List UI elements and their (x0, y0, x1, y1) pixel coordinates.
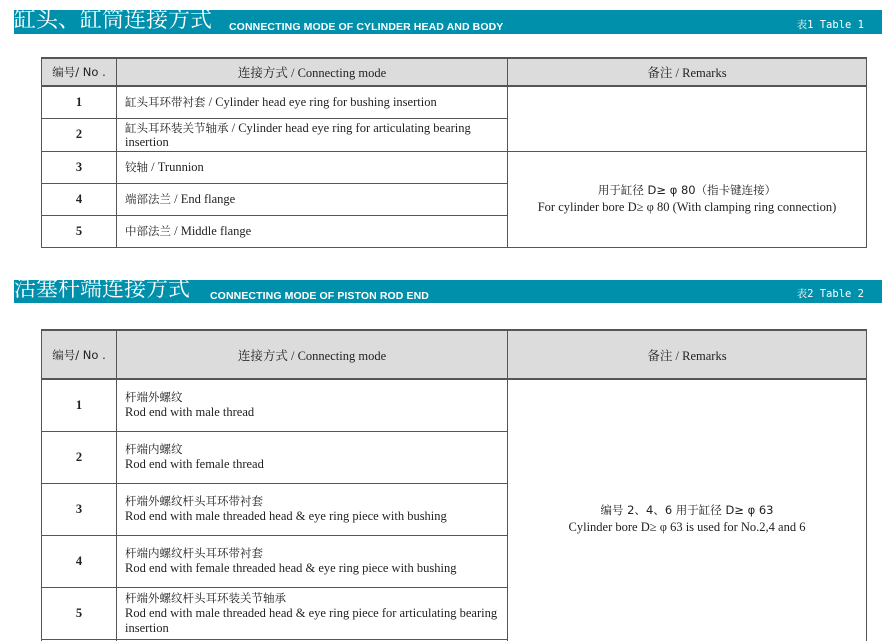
mode-cn: 杆端内螺纹 (125, 442, 183, 456)
row-no: 3 (42, 483, 117, 535)
row-no: 2 (42, 118, 117, 151)
mode-cn: 杆端外螺纹杆头耳环装关节轴承 (125, 590, 286, 605)
row-no: 3 (42, 151, 117, 183)
table-row (42, 151, 867, 183)
row-mode (117, 431, 508, 483)
header-remarks-label: 备注 / Remarks (647, 348, 727, 363)
table-piston-rod-end (41, 329, 867, 641)
table-header-row (42, 330, 867, 379)
row-mode (117, 86, 508, 118)
section2-title-cn: 活塞杆端连接方式 (14, 277, 191, 302)
remark-cell-empty (508, 86, 867, 151)
section2-table-tag: 表2 Table 2 (796, 288, 864, 300)
mode-cn: 中部法兰 (125, 224, 171, 238)
row-mode (117, 587, 508, 639)
remark-cell-bore-80 (508, 151, 867, 247)
mode-en: / Cylinder head eye ring for articulating bearing insertion (125, 120, 471, 149)
remark-en: Cylinder bore D≥ φ 63 is used for No.2,4 and 6 (568, 520, 806, 535)
table-header-row (42, 58, 867, 86)
mode-en: / End flange (171, 192, 236, 206)
header-remarks-label: 备注 / Remarks (647, 66, 727, 80)
header-mode (117, 58, 508, 86)
row-mode (117, 215, 508, 247)
mode-en: Rod end with female thread (125, 457, 264, 471)
table-row (42, 379, 867, 431)
row-mode (117, 118, 508, 151)
header-mode-label: 连接方式 / Connecting mode (237, 66, 387, 80)
row-no: 2 (42, 431, 117, 483)
section2-banner (14, 277, 882, 303)
mode-cn: 杆端外螺纹 (125, 390, 183, 405)
table-cylinder-head-body (41, 57, 867, 248)
remark-cell-bore-63 (508, 379, 867, 641)
mode-en: / Middle flange (171, 224, 252, 238)
row-no: 5 (42, 215, 117, 247)
header-no-label: 编号/ No . (52, 65, 106, 79)
row-no: 5 (42, 587, 117, 639)
header-no-label: 编号/ No . (52, 347, 106, 362)
mode-en: Rod end with male threaded head & eye ring piece for articulating bearing insertion (125, 605, 498, 635)
mode-en: / Cylinder head eye ring for bushing insertion (205, 95, 437, 110)
header-remarks (508, 330, 867, 379)
remark-en: For cylinder bore D≥ φ 80 (With clamping ring connection) (537, 200, 837, 214)
header-no (42, 330, 117, 379)
mode-en: / Trunnion (148, 160, 204, 174)
mode-cn: 端部法兰 (125, 192, 171, 206)
table-row (42, 86, 867, 118)
mode-cn: 杆端外螺纹杆头耳环带衬套 (125, 494, 263, 508)
mode-cn: 铰轴 (125, 160, 148, 174)
mode-cn: 缸头耳环带衬套 (125, 95, 206, 110)
mode-cn: 缸头耳环装关节轴承 (125, 120, 229, 135)
mode-en: Rod end with female threaded head & eye ring piece with bushing (125, 561, 457, 575)
row-mode (117, 483, 508, 535)
header-remarks (508, 58, 867, 86)
section1-title-cn: 缸头、缸筒连接方式 (14, 8, 213, 33)
remark-cn: 编号 2、4、6 用于缸径 D≥ φ 63 (600, 503, 774, 518)
mode-en: Rod end with male threaded head & eye ring piece with bushing (125, 509, 447, 523)
remark-cn: 用于缸径 D≥ φ 80（指卡键连接） (597, 183, 777, 197)
mode-en: Rod end with male thread (125, 405, 255, 420)
header-no (42, 58, 117, 86)
row-mode (117, 151, 508, 183)
header-mode (117, 330, 508, 379)
section1-banner (14, 10, 882, 34)
row-no: 4 (42, 183, 117, 215)
row-mode (117, 379, 508, 431)
row-mode (117, 183, 508, 215)
header-mode-label: 连接方式 / Connecting mode (237, 348, 387, 363)
section2-title-en: CONNECTING MODE OF PISTON ROD END (210, 290, 429, 302)
row-no: 4 (42, 535, 117, 587)
section1-table-tag: 表1 Table 1 (796, 19, 864, 31)
row-no: 1 (42, 379, 117, 431)
mode-cn: 杆端内螺纹杆头耳环带衬套 (125, 546, 263, 560)
section1-title-en: CONNECTING MODE OF CYLINDER HEAD AND BODY (229, 21, 504, 33)
row-no: 1 (42, 86, 117, 118)
row-mode (117, 535, 508, 587)
